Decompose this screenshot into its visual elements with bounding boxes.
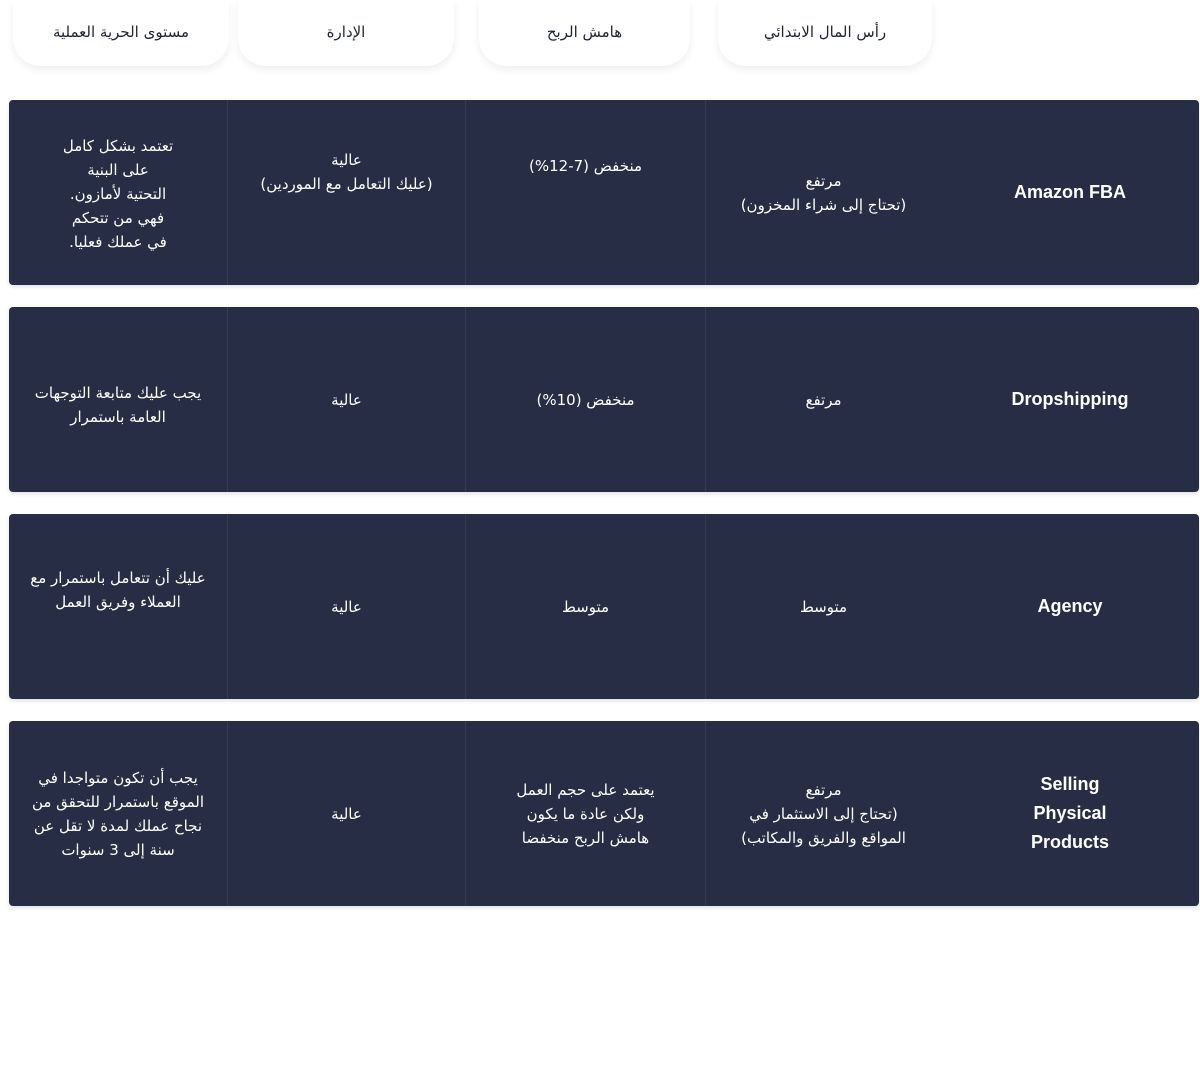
cell-management: عالية (عليك التعامل مع الموردين) [227, 100, 465, 285]
table-row-selling-physical-products [9, 721, 1199, 906]
row-name: Dropshipping [1011, 389, 1129, 409]
cell-freedom: تعتمد بشكل كامل على البنية التحتية لأمازون. فهي من تتحكم في عملك فعليا. [62, 137, 174, 251]
table-row-amazon-fba [9, 100, 1199, 285]
cell-margin: منخفض (10%) [465, 307, 705, 492]
table-row-dropshipping [9, 307, 1199, 492]
row-name: Selling Physical Products [1030, 774, 1109, 852]
cell-capital: مرتفع [705, 307, 941, 492]
cell-management: عالية [227, 514, 465, 699]
cell-management: عالية [227, 307, 465, 492]
column-header-freedom: مستوى الحرية العملية [13, 0, 229, 66]
cell-freedom: يجب عليك متابعة التوجهات العامة باستمرار [34, 384, 202, 426]
cell-capital: مرتفع (تحتاج إلى الاستثمار في المواقع والفريق والمكاتب) [705, 721, 941, 906]
cell-freedom: عليك أن تتعامل باستمرار مع العملاء وفريق العمل [30, 569, 206, 611]
cell-capital: متوسط [705, 514, 941, 699]
cell-freedom: يجب أن تكون متواجدا في الموقع باستمرار للتحقق من نجاح عملك لمدة لا تقل عن سنة إلى 3 سنوات [31, 768, 205, 859]
table-row-agency [9, 514, 1199, 699]
row-name: Agency [1037, 596, 1103, 616]
cell-capital: مرتفع (تحتاج إلى شراء المخزون) [705, 100, 941, 285]
column-header-capital: رأس المال الابتدائي [718, 0, 932, 66]
cell-margin: منخفض (7-12%) [465, 100, 705, 285]
cell-management: عالية [227, 721, 465, 906]
column-header-margin: هامش الربح [479, 0, 690, 66]
cell-margin: يعتمد على حجم العمل ولكن عادة ما يكون هامش الربح منخفضا [465, 721, 705, 906]
row-name: Amazon FBA [1014, 182, 1126, 202]
cell-margin: متوسط [465, 514, 705, 699]
column-header-management: الإدارة [238, 0, 454, 66]
